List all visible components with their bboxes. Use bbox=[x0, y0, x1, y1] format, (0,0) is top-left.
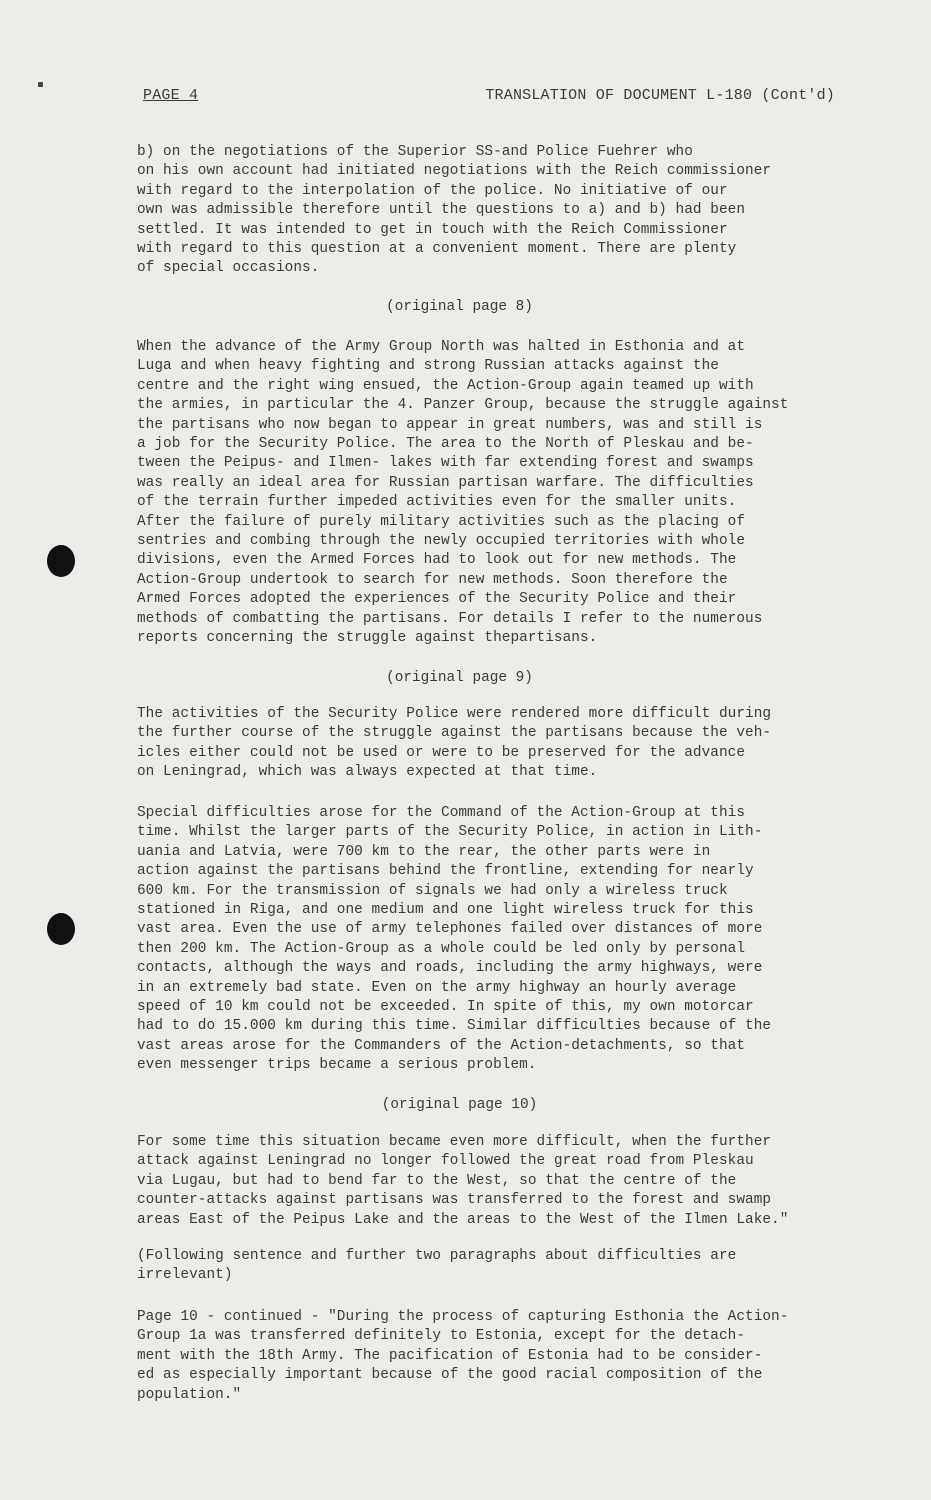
paragraph-army-group-north: When the advance of the Army Group North was halted in Esthonia and at Luga and when heavy fighting and strong Russian attacks against the centre and the right wing ensued, the Action-Group again teamed up with the armies, in particular the 4. Panzer Group, because the struggle against the partisans who now began to appear in great numbers, was and still is a job for the Security Police. The area to the North of Pleskau and be- tween the Peipus- and Ilmen- lakes with far extending forest and swamps was really an ideal area for Russian partisan warfare. The difficulties of the terrain further impeded activities even for the smaller units. After the failure of purely military activities such as the placing of sentries and combing through the newly occupied territories with whole divisions, even the Armed Forces had to look out for new methods. The Action-Group undertook to search for new methods. Soon therefore the Armed Forces adopted the experiences of the Security Police and their methods of combatting the partisans. For details I refer to the numerous reports concerning the struggle against thepartisans. bbox=[137, 339, 789, 647]
paragraph-leningrad-attack: For some time this situation became even more difficult, when the further attack against Leningrad no longer followed the great road from Pleskau via Lugau, but had to bend far to the West, so that the centre of the counter-attacks against partisans was transferred to the forest and swamp areas East of the Peipus Lake and the areas to the West of the Ilmen Lake." bbox=[137, 1134, 789, 1228]
section-heading-page-10: (original page 10) bbox=[381, 1097, 538, 1113]
paragraph-irrelevant-note: (Following sentence and further two paragraphs about difficulties are irrelevant) bbox=[137, 1248, 737, 1284]
punch-hole-top bbox=[47, 545, 75, 577]
section-heading-page-9: (original page 9) bbox=[386, 670, 533, 686]
paragraph-special-difficulties: Special difficulties arose for the Command of the Action-Group at this time. Whilst the larger parts of the Security Police, in action in Lith- uania and Latvia, were 700 km to the rear, the other parts were in action against the partisans behind the frontline, extending for nearly 600 km. For the transmission of signals we had only a wireless truck stationed in Riga, and one medium and one light wireless truck for this vast area. Even the use of army telephones failed over distances of more then 200 km. The Action-Group as a whole could be led only by personal contacts, although the ways and roads, including the army highways, were in an extremely bad state. Even on the army highway an hourly average speed of 10 km could not be exceeded. In spite of this, my own motorcar had to do 15.000 km during this time. Similar difficulties because of the vast areas arose for the Commanders of the Action-detachments, so that even messenger trips became a serious problem. bbox=[137, 805, 772, 1074]
paper-speck bbox=[38, 82, 43, 87]
section-heading-page-8: (original page 8) bbox=[386, 299, 533, 315]
paragraph-security-police-activities: The activities of the Security Police were rendered more difficult during the further course of the struggle against the partisans because the veh- icles either could not be used or were to be preserved for the advance on Leningrad, which was always expected at that time. bbox=[137, 706, 772, 781]
page-header bbox=[143, 87, 835, 104]
paragraph-estonia: Page 10 - continued - "During the process of capturing Esthonia the Action- Group 1a was transferred definitely to Estonia, except for the detach- ment with the 18th Army. The pacification of Estonia had to be consider- ed as especially important because of the good racial composition of the population." bbox=[137, 1309, 789, 1403]
document-title: TRANSLATION OF DOCUMENT L-180 (Cont'd) bbox=[485, 87, 835, 104]
page-number: PAGE 4 bbox=[143, 87, 199, 104]
paragraph-negotiations: b) on the negotiations of the Superior SS-and Police Fuehrer who on his own account had initiated negotiations with the Reich commissioner with regard to the interpolation of the police. No initiative of our own was admissible therefore until the questions to a) and b) had been settled. It was intended to get in touch with the Reich Commissioner with regard to this question at a convenient moment. There are plenty of special occasions. bbox=[137, 144, 772, 277]
punch-hole-bottom bbox=[47, 913, 75, 945]
